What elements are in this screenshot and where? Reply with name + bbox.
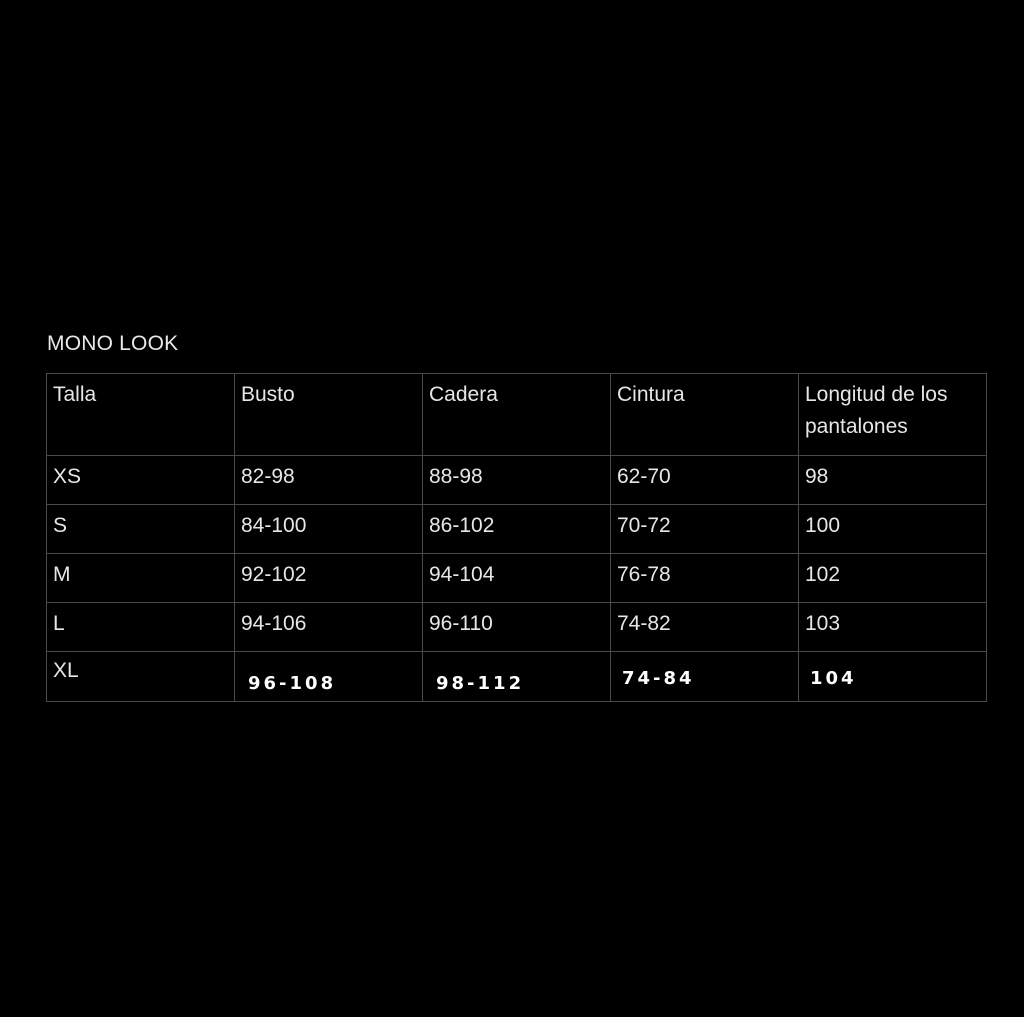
cell-busto: 92-102: [235, 554, 423, 603]
cell-talla: S: [47, 505, 235, 554]
cell-longitud: 103: [799, 603, 987, 652]
size-table: [46, 373, 987, 702]
cell-talla: L: [47, 603, 235, 652]
cell-busto: [235, 652, 423, 702]
cell-cadera: 94-104: [423, 554, 611, 603]
cell-cintura: 70-72: [611, 505, 799, 554]
cell-talla: M: [47, 554, 235, 603]
cell-cadera: 88-98: [423, 456, 611, 505]
table-header-row: [47, 374, 987, 456]
cell-cadera: 96-110: [423, 603, 611, 652]
header-cadera: Cadera: [423, 374, 611, 456]
cell-longitud-value: 104: [810, 668, 857, 689]
table-row: [47, 505, 987, 554]
cell-talla: XL: [47, 652, 235, 702]
cell-cintura: [611, 652, 799, 702]
cell-cintura: 62-70: [611, 456, 799, 505]
cell-busto: 94-106: [235, 603, 423, 652]
cell-cintura-value: 74-84: [622, 668, 695, 689]
table-row: [47, 603, 987, 652]
cell-busto: 84-100: [235, 505, 423, 554]
cell-busto: 82-98: [235, 456, 423, 505]
cell-cintura: 76-78: [611, 554, 799, 603]
table-row: [47, 554, 987, 603]
table-row: [47, 456, 987, 505]
cell-longitud: 100: [799, 505, 987, 554]
cell-longitud: 98: [799, 456, 987, 505]
cell-cadera: 86-102: [423, 505, 611, 554]
cell-cadera-value: 98-112: [436, 673, 525, 694]
header-cintura: Cintura: [611, 374, 799, 456]
page-title: MONO LOOK: [47, 332, 179, 355]
header-talla: Talla: [47, 374, 235, 456]
cell-longitud: [799, 652, 987, 702]
cell-cintura: 74-82: [611, 603, 799, 652]
header-busto: Busto: [235, 374, 423, 456]
cell-busto-value: 96-108: [248, 673, 337, 694]
header-longitud: Longitud de los pantalones: [799, 374, 987, 456]
cell-cadera: [423, 652, 611, 702]
cell-longitud: 102: [799, 554, 987, 603]
table-row: [47, 652, 987, 702]
cell-talla: XS: [47, 456, 235, 505]
